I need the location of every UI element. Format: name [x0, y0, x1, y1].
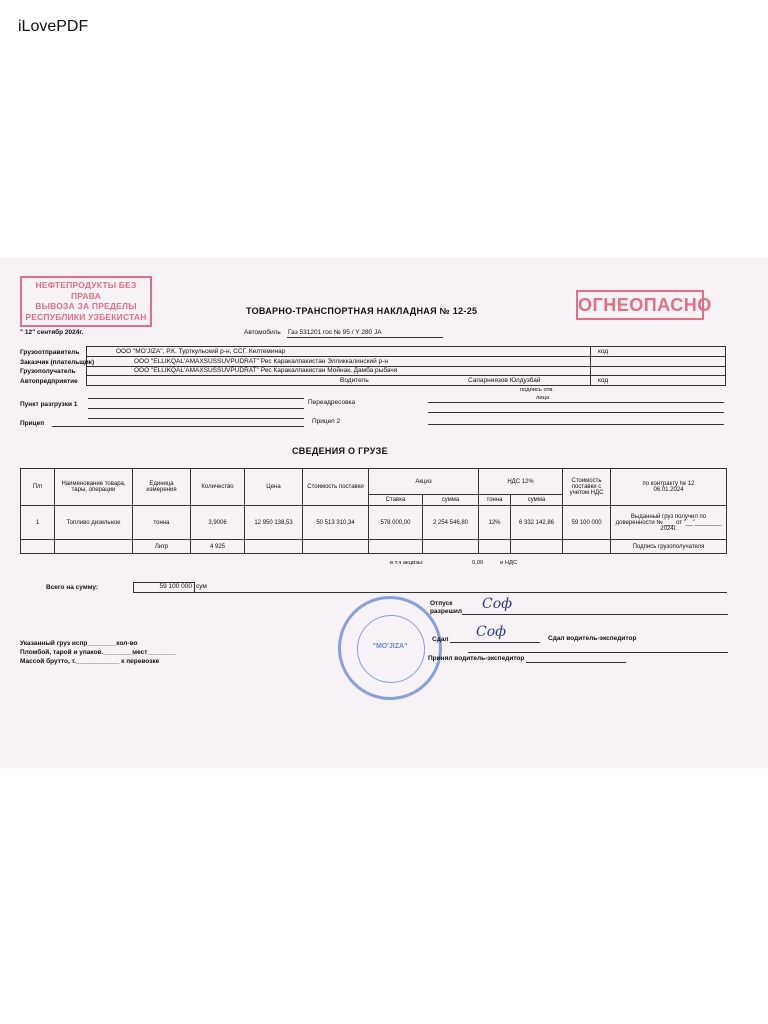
header-price: Цена: [245, 469, 303, 506]
cargo-section-title: СВЕДЕНИЯ О ГРУЗЕ: [292, 446, 388, 456]
seal-text: "MO'JIZA": [372, 643, 408, 650]
row2-price: [245, 540, 303, 554]
export-restriction-stamp: [20, 276, 152, 327]
header-cost: Стоимость поставки: [303, 469, 369, 506]
row-unit: тонна: [133, 506, 191, 540]
header-total: Стоимость поставки с учетом НДС: [563, 469, 611, 506]
underline: [428, 412, 724, 413]
header-vat-sum: сумма: [511, 495, 563, 506]
shipper-value: ООО "MO'JIZA", Р.К. Турткульский р-н, ССГ. Келтеминар: [116, 348, 286, 355]
note-line-3: Массой брутто, т.____________ к перевозке: [20, 658, 160, 665]
stamp-line-2: ВЫВОЗА ЗА ПРЕДЕЛЫ: [35, 301, 137, 312]
header-rate: Ставка: [369, 495, 423, 506]
vehicle-value: Газ 531201 гос № 95 / Y 280 JA: [288, 329, 382, 336]
release-underline: [462, 614, 728, 615]
row-price: 12 950 138,53: [245, 506, 303, 540]
header-name: Наименование товара, тары, операции: [55, 469, 133, 506]
underline: [88, 398, 304, 399]
row2-name: [55, 540, 133, 554]
brand-label: iLovePDF: [18, 18, 89, 35]
underline: [88, 418, 304, 419]
underline: [88, 408, 304, 409]
incl-excise-value: 0,00: [472, 560, 484, 566]
row2-no: [21, 540, 55, 554]
row2-vatpct: [479, 540, 511, 554]
customer-value: ООО "ELLIKQAL'AMAXSUSSUVPUDRAT" Рес Каракалпакистан Элликкалинский р-н: [134, 358, 388, 365]
handed-label: Сдал: [432, 636, 449, 643]
header-vat: НДС 12%: [479, 469, 563, 495]
handed-driver-label: Сдал водитель-экспедитор: [548, 635, 637, 642]
document-date: " 12" сентябр 2024г.: [20, 329, 84, 336]
driver-value: Сапарниязов Юлдузбай: [468, 377, 541, 384]
row2-consignee-signature: Подпись грузополучателя: [611, 540, 727, 554]
trailer-label: Прицеп: [20, 420, 45, 427]
signature-label: подпись отв.: [520, 387, 554, 393]
code-label-1: код: [598, 348, 609, 355]
row-qty: 3,9006: [191, 506, 245, 540]
row2-vatsum: [511, 540, 563, 554]
motor-depot-label: Автопредприятие: [20, 378, 78, 385]
row2-exsum: [423, 540, 479, 554]
stamp-line-3: РЕСПУБЛИКИ УЗБЕКИСТАН: [25, 311, 147, 322]
release-signature: Coф: [482, 596, 513, 612]
accepted-underline: [526, 662, 626, 663]
row-vat-sum: 6 332 142,86: [511, 506, 563, 540]
row-excise-rate: 578 000,00: [369, 506, 423, 540]
person-label: лица: [536, 395, 550, 401]
grid-line: [86, 356, 726, 357]
total-currency: сум: [196, 583, 207, 590]
header-excise-sum: сумма: [423, 495, 479, 506]
readdress-label: Переадресовка: [308, 399, 356, 406]
header-qty: Количество: [191, 469, 245, 506]
note-line-1: Указанный груз испр________кол-во: [20, 640, 138, 647]
underline: [428, 424, 724, 425]
allowed-label: разрешил: [430, 608, 463, 615]
contract-number: по контракту № 12: [642, 481, 695, 487]
total-value: 59 100 000: [133, 582, 195, 593]
driver-label: Водитель: [340, 377, 369, 384]
customer-label: Заказчик (плательщик): [20, 359, 95, 366]
total-underline: [133, 592, 727, 593]
document-title: ТОВАРНО-ТРАНСПОРТНАЯ НАКЛАДНАЯ № 12-25: [246, 306, 478, 316]
handed-driver-underline: [468, 652, 728, 653]
flammable-stamp: ОГНЕОПАСНО: [576, 290, 704, 320]
row2-cost: [303, 540, 369, 554]
trailer2-label: Прицеп 2: [312, 418, 341, 425]
release-label: Отпуск: [430, 600, 453, 607]
grid-line: [590, 346, 591, 386]
consignee-label: Грузополучатель: [20, 368, 76, 375]
company-seal: [338, 596, 442, 700]
document-scan: [0, 258, 768, 768]
stamp-line-1: НЕФТЕПРОДУКТЫ БЕЗ ПРАВА: [35, 280, 137, 301]
code-label-2: код: [598, 377, 609, 384]
handed-underline: [450, 642, 540, 643]
header-ton: тонна: [479, 495, 511, 506]
row-excise-sum: 2 254 546,80: [423, 506, 479, 540]
underline: [428, 402, 724, 403]
row-name: Топливо дизельное: [55, 506, 133, 540]
row-vat-percent: 12%: [479, 506, 511, 540]
handed-signature: Coф: [476, 624, 507, 640]
row-cost: 50 513 310,34: [303, 506, 369, 540]
grid-line: [86, 375, 726, 376]
accepted-driver-label: Принял водитель-экспедитор: [428, 655, 525, 662]
row-no: 1: [21, 506, 55, 540]
vehicle-label: Автомобиль: [244, 329, 281, 336]
unload-point-label: Пункт разгрузки 1: [20, 401, 78, 408]
vehicle-underline: [287, 337, 443, 338]
total-label: Всего на сумму:: [46, 584, 99, 591]
contract-date: 06.01.2024: [653, 487, 684, 493]
row2-total: [563, 540, 611, 554]
row2-rate: [369, 540, 423, 554]
incl-vat-label: и НДС: [500, 560, 518, 566]
row2-qty: 4 925: [191, 540, 245, 554]
consignee-value: ООО "ELLIKQAL'AMAXSUSSUVPUDRAT" Рес Каракалпакистан Мойнак, Дамба рыбачя: [134, 367, 398, 374]
note-line-2: Пломбой, тарой и упаков.________мест________: [20, 649, 177, 656]
row-proxy-note: Выданный груз получил по доверенности № ___ от "__"________ 2024г.: [611, 506, 727, 540]
header-excise: Акциз: [369, 469, 479, 495]
shipper-label: Грузоотправитель: [20, 349, 80, 356]
header-no: П/п: [21, 469, 55, 506]
incl-excise-label: в т.ч акцизы:: [390, 560, 424, 566]
cargo-table: [20, 468, 727, 554]
header-unit: Единица измерения: [133, 469, 191, 506]
underline: [52, 426, 304, 427]
header-contract: [611, 469, 727, 506]
row2-unit: Литр: [133, 540, 191, 554]
row-total: 59 100 000: [563, 506, 611, 540]
